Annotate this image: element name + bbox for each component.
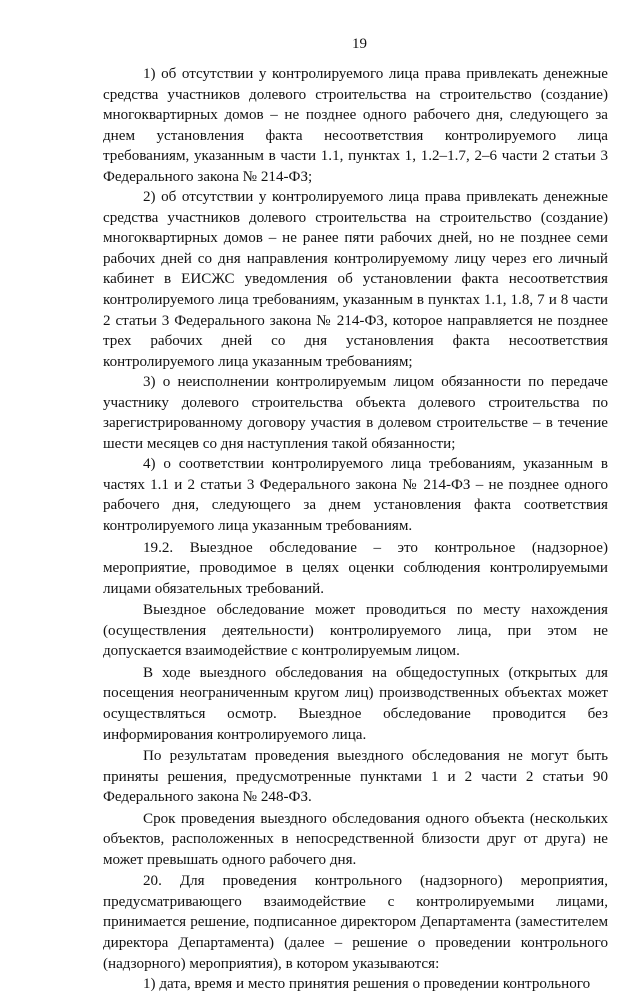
paragraph-results: По результатам проведения выездного обследования не могут быть приняты решения, предусмотренные пунктами 1 и 2 части 2 статьи 90 Федерального закона № 248-ФЗ. <box>103 748 608 806</box>
paragraph-item-1: 1) об отсутствии у контролируемого лица права привлекать денежные средства участников долевого строительства на строительство (создание) многоквартирных домов – не позднее одного рабочего дня, следующего за днем установления факта несоответствия контролируемого лица требованиям, указанным в части 1.1, пунктах 1, 1.2–1.7, 2–6 части 2 статьи 3 Федерального закона № 214-ФЗ; <box>103 66 608 185</box>
page-number: 19 <box>352 36 367 52</box>
paragraph-location: Выездное обследование может проводиться по месту нахождения (осуществления деятельности) контролируемого лица, при этом не допускается взаимодействие с контролируемым лицом. <box>103 602 608 660</box>
paragraph-item-2: 2) об отсутствии у контролируемого лица права привлекать денежные средства участников долевого строительства на строительство (создание) многоквартирных домов – не ранее пяти рабочих дней, но не позднее семи рабочих дней со дня направления контролируемому лицу через его личный кабинет в ЕИСЖС уведомления об установлении факта несоответствия контролируемого лица требованиям, указанным в пунктах 1.1, 1.8, 7 и 8 части 2 статьи 3 Федерального закона № 214-ФЗ, которое направляется не позднее трех рабочих дней со дня установления факта несоответствия контролируемого лица указанным требованиям; <box>103 189 608 370</box>
paragraph-item-date: 1) дата, время и место принятия решения о проведении контрольного <box>143 976 591 993</box>
paragraph-item-4: 4) о соответствии контролируемого лица требованиям, указанным в частях 1.1 и 2 статьи 3 Федерального закона № 214-ФЗ – не позднее одного рабочего дня, следующего за днем установления факта соответствия контролируемого лица указанным требованиям. <box>103 456 608 535</box>
paragraph-section-19-2: 19.2. Выездное обследование – это контрольное (надзорное) мероприятие, проводимое в целях оценки соблюдения контролируемыми лицами обязательных требований. <box>103 539 608 597</box>
paragraph-inspection: В ходе выездного обследования на общедоступных (открытых для посещения неограниченным кругом лиц) производственных объектах может осуществляться осмотр. Выездное обследование проводится без информирования контролируемого лица. <box>103 664 608 743</box>
paragraph-duration: Срок проведения выездного обследования одного объекта (нескольких объектов, расположенных в непосредственной близости друг от друга) не может превышать одного рабочего дня. <box>103 810 608 868</box>
paragraph-item-3: 3) о неисполнении контролируемым лицом обязанности по передаче участнику долевого строительства объекта долевого строительства по зарегистрированному договору участия в долевом строительстве – в течение шести месяцев со дня наступления такой обязанности; <box>103 374 608 452</box>
paragraph-section-20: 20. Для проведения контрольного (надзорного) мероприятия, предусматривающего взаимодействие с контролируемыми лицами, принимается решение, подписанное директором Департамента (заместителем директора Департамента) (далее – решение о проведении контрольного (надзорного) мероприятия), в котором указываются: <box>103 873 608 972</box>
